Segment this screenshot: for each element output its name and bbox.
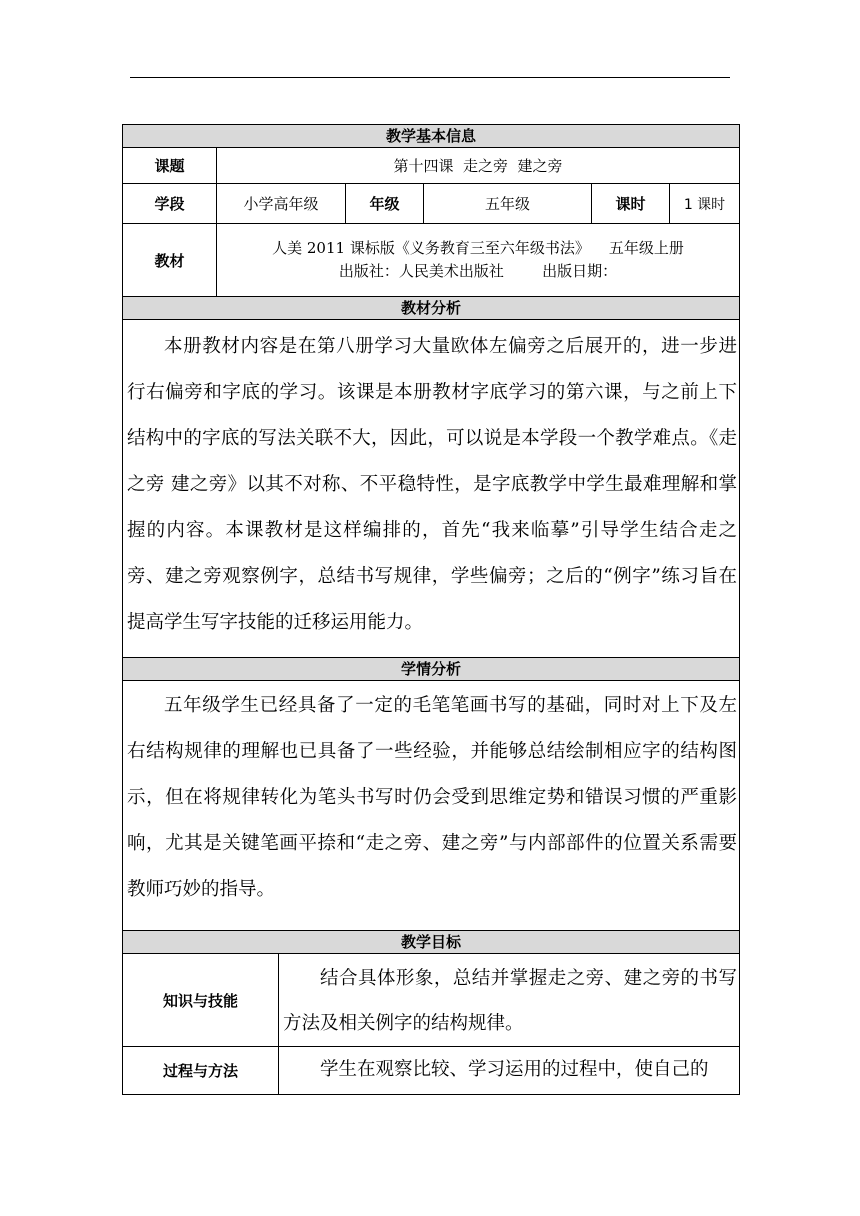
knowledge-skills-cell [279, 954, 740, 1047]
knowledge-skills-text: 结合具体形象，总结并掌握走之旁、建之旁的书写方法及相关例字的结构规律。 [283, 968, 738, 1034]
grade-label: 年级 [346, 184, 424, 224]
hours-label: 课时 [592, 184, 670, 224]
header-rule [130, 77, 730, 78]
textbook-info [217, 224, 740, 297]
process-methods-cell [279, 1047, 740, 1095]
textbook-line-2: 出版社：人民美术出版社 出版日期： [338, 262, 618, 280]
stage-value: 小学高年级 [217, 184, 346, 224]
material-analysis-cell [123, 320, 740, 658]
process-methods-label: 过程与方法 [123, 1047, 279, 1095]
learner-analysis-cell [123, 681, 740, 931]
section-objectives-heading: 教学目标 [123, 931, 740, 954]
process-methods-text: 学生在观察比较、学习运用的过程中，使自己的 [320, 1059, 709, 1080]
section-material-analysis-heading: 教材分析 [123, 297, 740, 320]
textbook-label: 教材 [123, 224, 217, 297]
section-basic-info-heading: 教学基本信息 [123, 125, 740, 148]
grade-value: 五年级 [424, 184, 592, 224]
hours-value: 1 课时 [670, 184, 740, 224]
topic-label: 课题 [123, 148, 217, 184]
stage-label: 学段 [123, 184, 217, 224]
learner-analysis-text: 五年级学生已经具备了一定的毛笔笔画书写的基础，同时对上下及左右结构规律的理解也已具备了一些经验，并能够总结绘制相应字的结构图示，但在将规律转化为笔头书写时仍会受到思维定势和错误习惯的严重影响，尤其是关键笔画平捺和“走之旁、建之旁”与内部部件的位置关系需要教师巧妙的指导。 [127, 695, 738, 900]
topic-value: 第十四课 走之旁 建之旁 [217, 148, 740, 184]
material-analysis-text: 本册教材内容是在第八册学习大量欧体左偏旁之后展开的，进一步进行右偏旁和字底的学习。该课是本册教材字底学习的第六课，与之前上下结构中的字底的写法关联不大，因此，可以说是本学段一个教学难点。《走之旁 建之旁》以其不对称、不平稳特性，是字底教学中学生最难理解和掌握的内容。本课教材是这样编排的，首先“我来临摹”引导学生结合走之旁、建之旁观察例字，总结书写规律，学些偏旁；之后的“例字”练习旨在提高学生写字技能的迁移运用能力。 [127, 336, 738, 633]
knowledge-skills-label: 知识与技能 [123, 954, 279, 1047]
textbook-line-1: 人美 2011 课标版《义务教育三至六年级书法》 五年级上册 [272, 239, 684, 257]
lesson-plan-table [122, 124, 740, 1095]
section-learner-analysis-heading: 学情分析 [123, 658, 740, 681]
